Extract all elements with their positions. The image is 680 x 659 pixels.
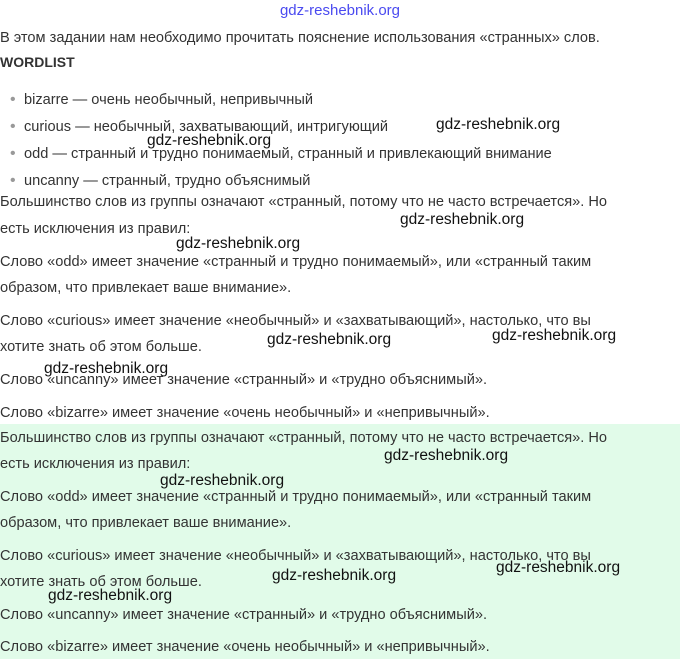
intro-text: В этом задании нам необходимо прочитать пояснение использования «странных» слов. bbox=[0, 30, 600, 46]
bullet-icon: • bbox=[10, 145, 16, 162]
bullet-icon: • bbox=[10, 91, 16, 108]
bullet-icon: • bbox=[10, 118, 16, 135]
answer-line: Большинство слов из группы означают «странный, потому что не часто встречается». Но bbox=[0, 430, 608, 446]
list-item: uncanny — странный, трудно объяснимый bbox=[24, 173, 311, 189]
watermark: gdz-reshebnik.org bbox=[272, 567, 397, 584]
answer-line: Слово «bizarre» имеет значение «очень необычный» и «непривычный». bbox=[0, 639, 490, 655]
watermark: gdz-reshebnik.org bbox=[44, 360, 169, 377]
explanation-line: хотите знать об этом больше. bbox=[0, 339, 202, 355]
site-link[interactable]: gdz-reshebnik.org bbox=[279, 2, 401, 19]
list-item: bizarre — очень необычный, непривычный bbox=[24, 92, 313, 108]
explanation-line: Слово «curious» имеет значение «необычный» и «захватывающий», настолько, что вы bbox=[0, 313, 591, 329]
list-item: curious — необычный, захватывающий, интригующий bbox=[24, 119, 389, 135]
watermark: gdz-reshebnik.org bbox=[147, 132, 272, 149]
explanation-line: есть исключения из правил: bbox=[0, 221, 191, 237]
explanation-line: Большинство слов из группы означают «странный, потому что не часто встречается». Но bbox=[0, 194, 608, 210]
bullet-icon: • bbox=[10, 172, 16, 189]
explanation-line: Слово «uncanny» имеет значение «странный» и «трудно объяснимый». bbox=[0, 372, 488, 388]
watermark: gdz-reshebnik.org bbox=[176, 235, 301, 252]
answer-line: Слово «uncanny» имеет значение «странный» и «трудно объяснимый». bbox=[0, 607, 488, 623]
list-item: odd — странный и трудно понимаемый, странный и привлекающий внимание bbox=[24, 146, 552, 162]
answer-line: хотите знать об этом больше. bbox=[0, 574, 202, 590]
watermark: gdz-reshebnik.org bbox=[267, 331, 392, 348]
watermark: gdz-reshebnik.org bbox=[496, 559, 621, 576]
watermark: gdz-reshebnik.org bbox=[436, 116, 561, 133]
watermark: gdz-reshebnik.org bbox=[384, 447, 509, 464]
answer-line: образом, что привлекает ваше внимание». bbox=[0, 515, 292, 531]
answer-line: Слово «curious» имеет значение «необычный» и «захватывающий», настолько, что вы bbox=[0, 548, 591, 564]
explanation-line: Слово «odd» имеет значение «странный и трудно понимаемый», или «странный таким bbox=[0, 254, 592, 270]
watermark: gdz-reshebnik.org bbox=[400, 211, 525, 228]
answer-line: есть исключения из правил: bbox=[0, 456, 191, 472]
explanation-line: Слово «bizarre» имеет значение «очень необычный» и «непривычный». bbox=[0, 405, 490, 421]
explanation-line: образом, что привлекает ваше внимание». bbox=[0, 280, 292, 296]
watermark: gdz-reshebnik.org bbox=[160, 472, 285, 489]
watermark: gdz-reshebnik.org bbox=[492, 327, 617, 344]
wordlist-heading: WORDLIST bbox=[0, 54, 75, 70]
answer-line: Слово «odd» имеет значение «странный и трудно понимаемый», или «странный таким bbox=[0, 489, 592, 505]
watermark: gdz-reshebnik.org bbox=[48, 587, 173, 604]
